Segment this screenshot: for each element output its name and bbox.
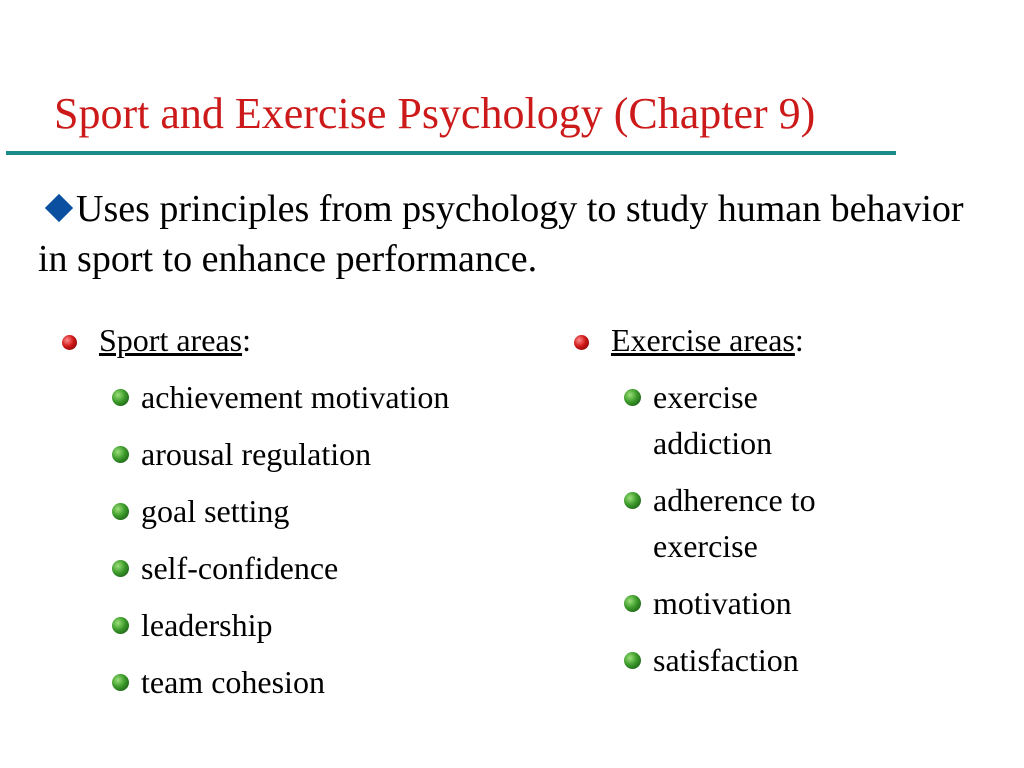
sport-areas-label: Sport areas: [99, 322, 243, 358]
slide-title: Sport and Exercise Psychology (Chapter 9): [54, 89, 816, 138]
exercise-areas-label: Exercise areas: [611, 322, 795, 358]
green-ball-bullet-icon: [112, 560, 129, 577]
green-ball-bullet-icon: [112, 617, 129, 634]
green-ball-bullet-icon: [624, 595, 641, 612]
green-ball-bullet-icon: [112, 389, 129, 406]
green-ball-bullet-icon: [624, 492, 641, 509]
list-item: [624, 374, 883, 466]
list-item-text: self-confidence: [141, 550, 339, 586]
list-item: [624, 477, 883, 569]
sport-areas-column: [60, 318, 449, 716]
red-ball-bullet-icon: [574, 335, 589, 350]
green-ball-bullet-icon: [624, 652, 641, 669]
list-item-text: team cohesion: [141, 664, 325, 700]
diamond-bullet-icon: [44, 193, 74, 223]
green-ball-bullet-icon: [112, 503, 129, 520]
list-item-text: leadership: [141, 607, 273, 643]
list-item: [112, 431, 449, 477]
green-ball-bullet-icon: [112, 674, 129, 691]
exercise-areas-column: [572, 318, 883, 694]
list-item-text: motivation: [653, 585, 792, 621]
sport-areas-list: [60, 374, 449, 705]
red-ball-bullet-icon: [62, 335, 77, 350]
exercise-areas-colon: :: [794, 322, 804, 358]
list-item-text: arousal regulation: [141, 436, 372, 472]
list-item-text: adherence to exercise: [653, 482, 816, 564]
exercise-areas-list: [572, 374, 883, 683]
green-ball-bullet-icon: [112, 446, 129, 463]
list-item-text: goal setting: [141, 493, 290, 529]
list-item: [112, 488, 449, 534]
list-item: [112, 659, 449, 705]
intro-paragraph: [38, 184, 998, 284]
title-underline-rule: [6, 151, 896, 155]
list-item: [112, 602, 449, 648]
intro-text: Uses principles from psychology to study human behavior in sport to enhance performance.: [38, 188, 964, 280]
list-item: [112, 545, 449, 591]
green-ball-bullet-icon: [624, 389, 641, 406]
list-item-text: achievement motivation: [141, 379, 450, 415]
list-item: [112, 374, 449, 420]
sport-areas-colon: :: [242, 322, 251, 358]
list-item: [624, 580, 883, 626]
list-item: [624, 637, 883, 683]
exercise-areas-heading: [572, 318, 883, 362]
sport-areas-heading: [60, 318, 449, 362]
list-item-text: satisfaction: [653, 642, 799, 678]
list-item-text: exercise addiction: [653, 379, 773, 461]
